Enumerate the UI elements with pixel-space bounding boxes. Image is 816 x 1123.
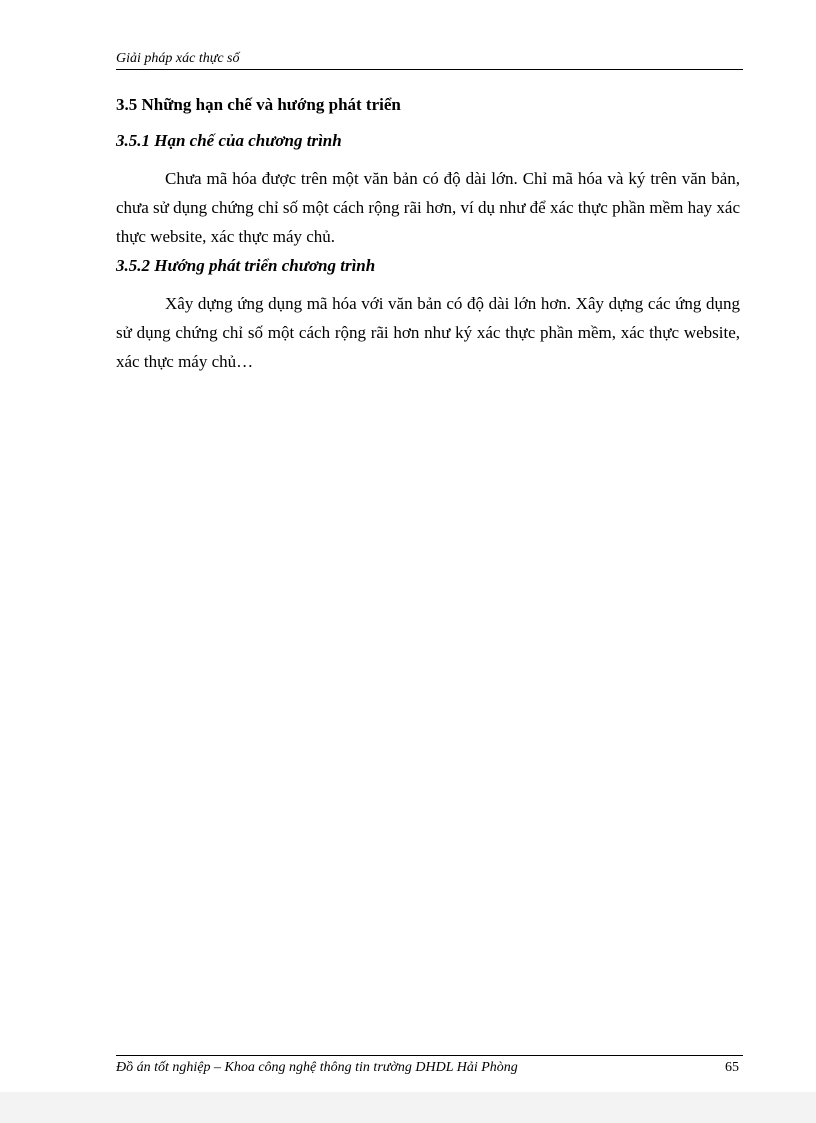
footer-text: Đồ án tốt nghiệp – Khoa công nghệ thông tin trường DHDL Hải Phòng xyxy=(116,1060,518,1075)
section-heading: 3.5 Những hạn chế và hướng phát triển xyxy=(116,95,401,114)
page-content xyxy=(116,94,740,376)
subsection-heading-development: 3.5.2 Hướng phát triển chương trình xyxy=(116,256,376,275)
subsection-heading-limitations: 3.5.1 Hạn chế của chương trình xyxy=(116,131,342,150)
paragraph-limitations: Chưa mã hóa được trên một văn bản có độ dài lớn. Chỉ mã hóa và ký trên văn bản, chưa sử dụng chứng chỉ số một cách rộng rãi hơn, ví dụ như để xác thực phần mềm hay xác thực website, xác thực máy chủ. xyxy=(116,169,740,246)
page-header xyxy=(116,50,743,70)
page-bottom-margin xyxy=(0,1092,816,1123)
page-number: 65 xyxy=(725,1060,739,1075)
header-title: Giải pháp xác thực số xyxy=(116,51,240,66)
page-footer xyxy=(116,1055,743,1080)
paragraph-development: Xây dựng ứng dụng mã hóa với văn bản có độ dài lớn hơn. Xây dựng các ứng dụng sử dụng chứng chỉ số một cách rộng rãi hơn như ký xác thực phần mềm, xác thực website, xác thực máy chủ… xyxy=(116,294,740,371)
